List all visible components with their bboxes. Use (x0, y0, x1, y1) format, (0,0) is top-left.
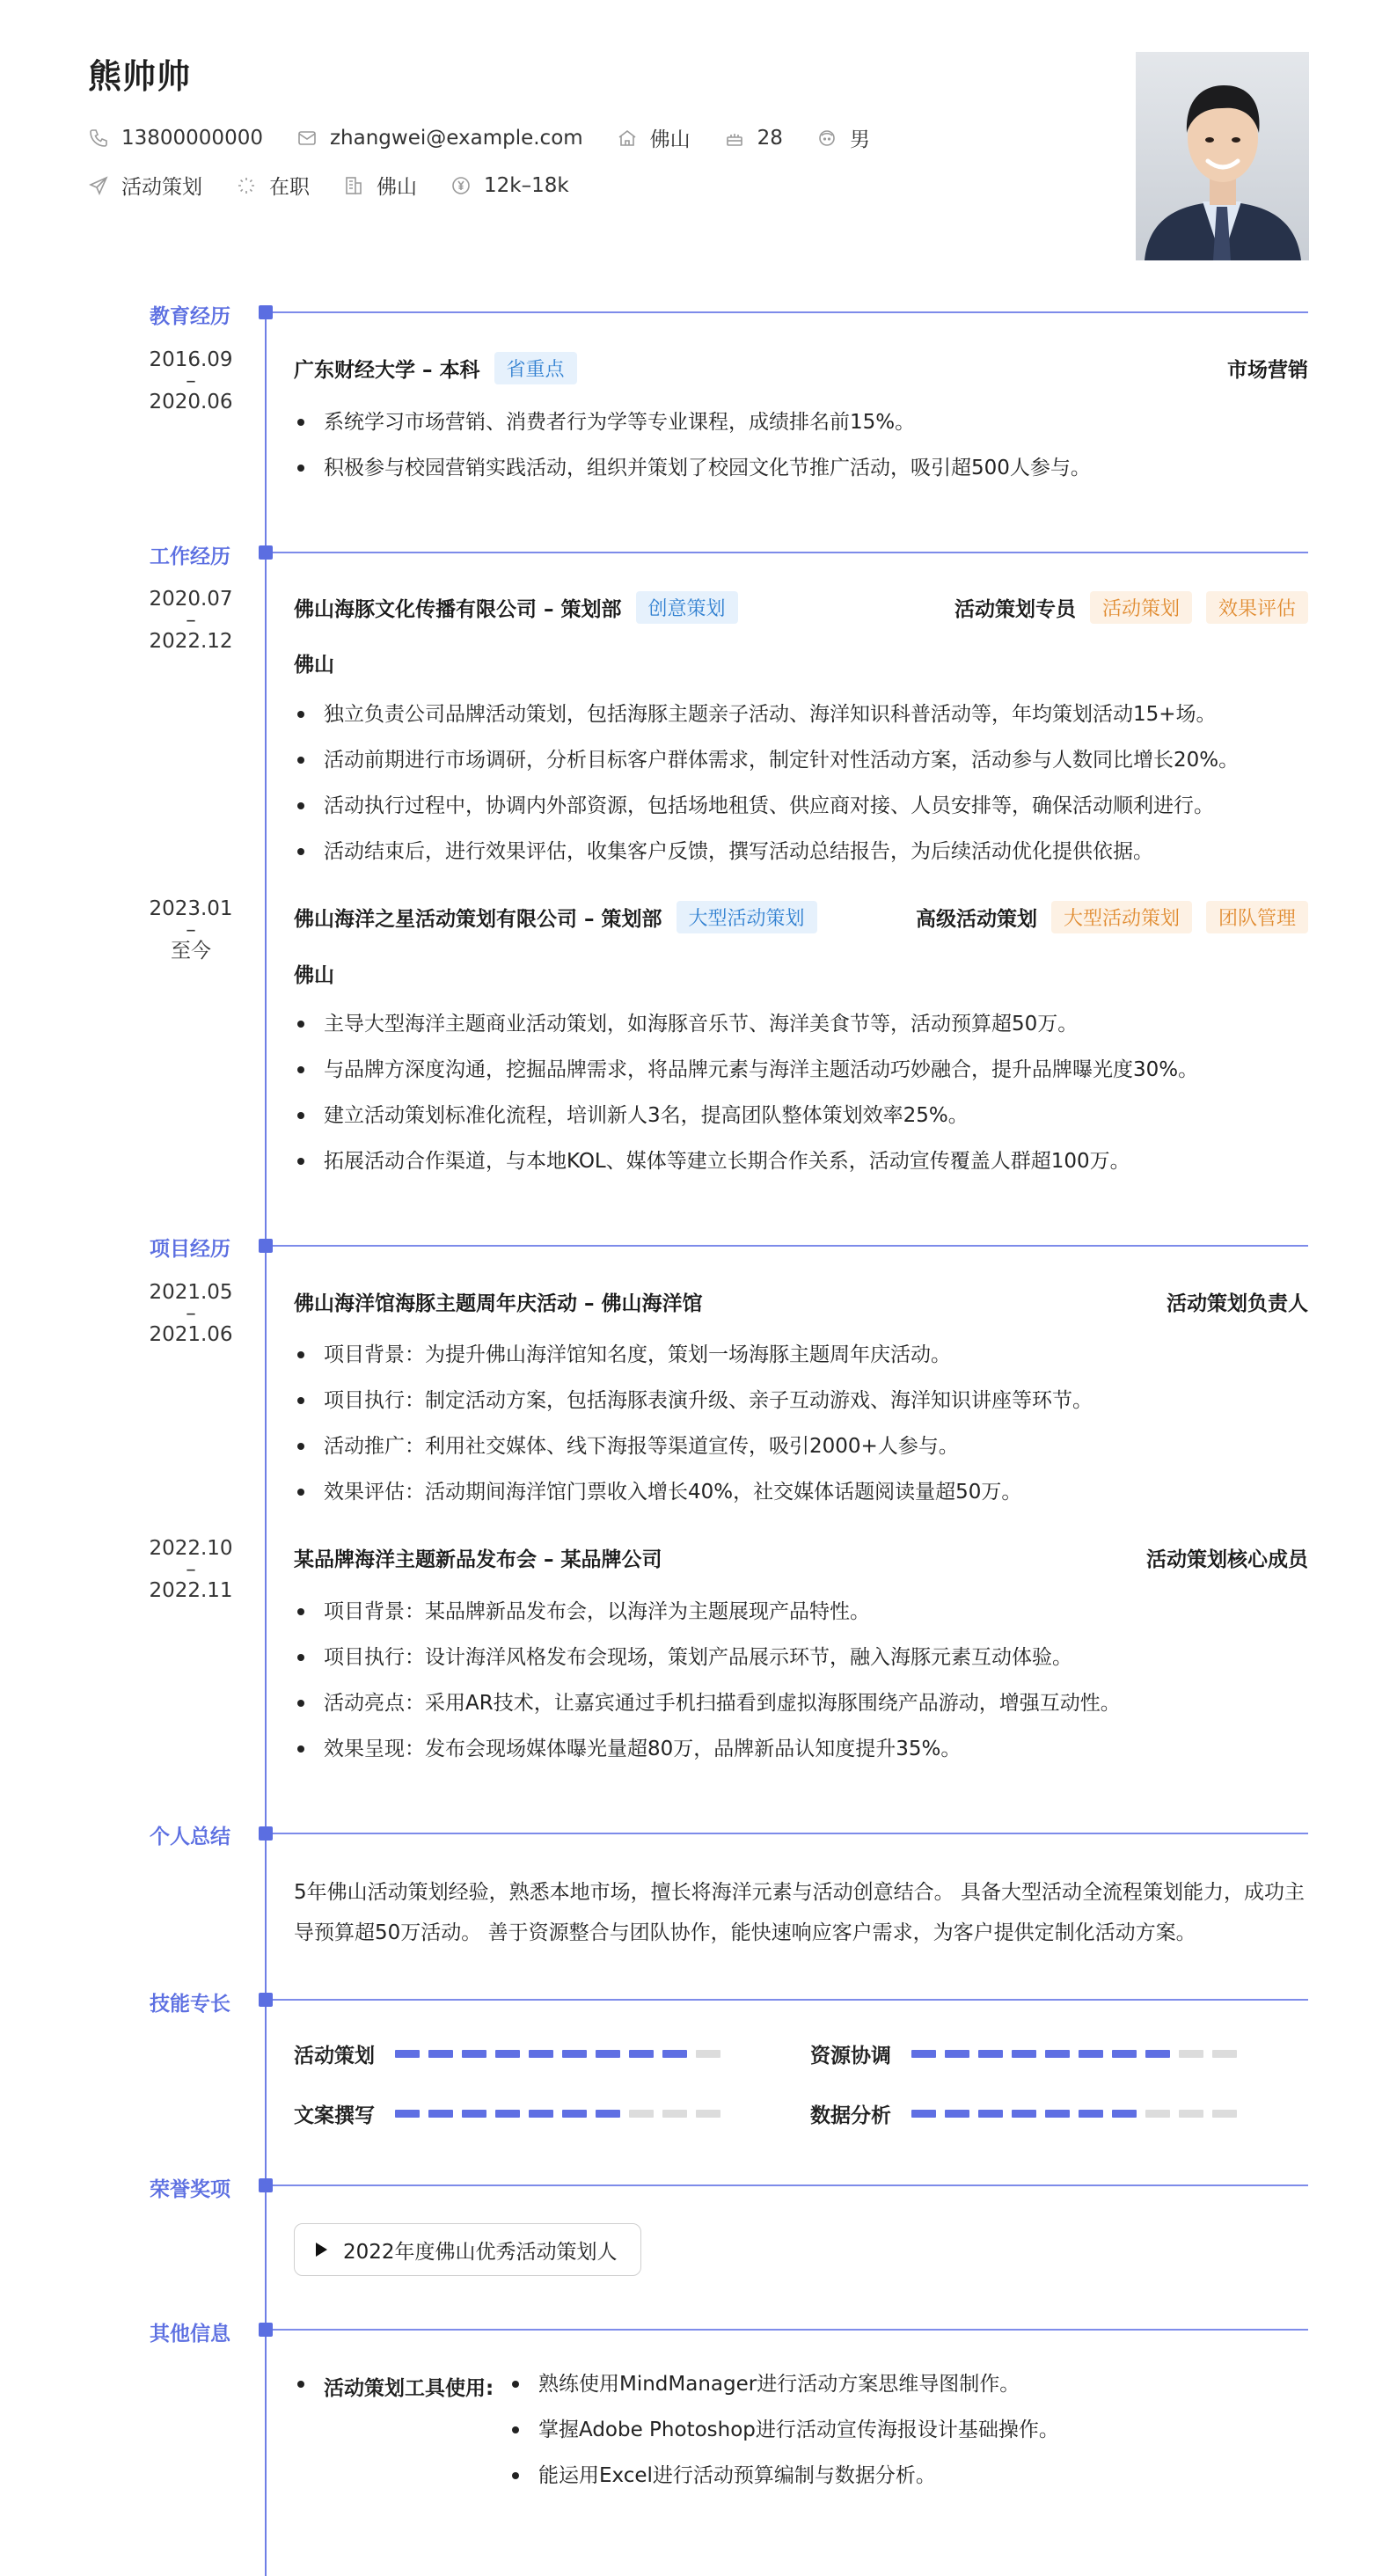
skill-segment-filled (462, 2050, 486, 2058)
role-tag: 效果评估 (1206, 591, 1308, 624)
list-item: 效果评估：活动期间海洋馆门票收入增长40%，社交媒体话题阅读量超50万。 (294, 1480, 1093, 1526)
list-item: 效果呈现：发布会现场媒体曝光量超80万，品牌新品认知度提升35%。 (294, 1737, 1121, 1782)
section-marker (259, 545, 273, 560)
skill-item (294, 2099, 729, 2128)
work-date: 2020.07 – 2022.12 (149, 588, 233, 653)
company-name: 佛山海洋之星活动策划有限公司 – 策划部 (294, 907, 662, 931)
location-item (617, 123, 691, 152)
building-icon (343, 175, 364, 196)
project-bullets (294, 1343, 1093, 1526)
skill-item (810, 2099, 1246, 2128)
education-date: 2016.09 – 2020.06 (149, 348, 233, 413)
phone-text: 13800000000 (121, 126, 263, 150)
city-item (343, 171, 417, 200)
section-marker (259, 1239, 273, 1253)
skill-name: 活动策划 (294, 2045, 375, 2067)
project-role: 活动策划核心成员 (1146, 1548, 1308, 1571)
skill-segment-filled (1045, 2110, 1070, 2118)
timeline-line (265, 311, 267, 2576)
list-item: 熟练使用MindManager进行活动方案思维导图制作。 (508, 2372, 1059, 2418)
list-item: 活动执行过程中，协调内外部资源，包括场地租赁、供应商对接、人员安排等，确保活动顺利进行。 (294, 794, 1239, 839)
skill-segment-empty (696, 2050, 720, 2058)
tools-label: 活动策划工具使用: (294, 2372, 494, 2401)
contact-row (88, 123, 903, 152)
mail-icon (296, 128, 318, 149)
skill-segment-filled (911, 2110, 936, 2118)
send-icon (88, 175, 109, 196)
education-bullets (294, 410, 1091, 501)
list-item: 活动推广：利用社交媒体、线下海报等渠道宣传，吸引2000+人参与。 (294, 1434, 1093, 1480)
summary-text: 5年佛山活动策划经验，熟悉本地市场，擅长将海洋元素与活动创意结合。 具备大型活动全流程策划能力，成功主导预算超50万活动。 善于资源整合与团队协作，能快速响应客户需求，为客户提供定制化活动方案。 (294, 1881, 1305, 1944)
skill-segment-empty (1145, 2110, 1170, 2118)
skill-segment-empty (696, 2110, 720, 2118)
phone-icon (88, 128, 109, 149)
work-bullets (294, 702, 1239, 885)
skill-segment-filled (1012, 2110, 1036, 2118)
skill-segment-filled (529, 2110, 553, 2118)
skill-segment-filled (1112, 2110, 1137, 2118)
list-item: 建立活动策划标准化流程，培训新人3名，提高团队整体策划效率25%。 (294, 1103, 1198, 1149)
skill-item (810, 2039, 1246, 2068)
intent-row (88, 171, 603, 200)
project-name: 某品牌海洋主题新品发布会 – 某品牌公司 (294, 1548, 662, 1571)
skill-segment-empty (1212, 2050, 1237, 2058)
list-item: 活动前期进行市场调研，分析目标客户群体需求，制定针对性活动方案，活动参与人数同比增长20%。 (294, 748, 1239, 794)
gender-item (816, 123, 870, 152)
section-title-awards: 荣誉奖项 (150, 2178, 230, 2201)
gender-text: 男 (849, 128, 870, 151)
play-triangle-icon (316, 2243, 327, 2257)
home-icon (617, 128, 638, 149)
portrait-image (1136, 52, 1309, 260)
job-intent-item (88, 171, 202, 200)
list-item: 项目背景：某品牌新品发布会，以海洋为主题展现产品特性。 (294, 1599, 1121, 1645)
list-item: 主导大型海洋主题商业活动策划，如海豚音乐节、海洋美食节等，活动预算超50万。 (294, 1012, 1198, 1057)
role-tag: 团队管理 (1206, 901, 1308, 933)
section-title-summary: 个人总结 (150, 1826, 230, 1848)
section-title-education: 教育经历 (150, 305, 230, 328)
candidate-name: 熊帅帅 (88, 57, 192, 96)
list-item: 项目背景：为提升佛山海洋馆知名度，策划一场海豚主题周年庆活动。 (294, 1343, 1093, 1388)
work-bullets (294, 1012, 1198, 1195)
skill-name: 资源协调 (810, 2045, 891, 2067)
skill-segment-filled (529, 2050, 553, 2058)
project-header (294, 1541, 1308, 1573)
skill-segment-filled (945, 2110, 969, 2118)
skill-segment-filled (562, 2050, 587, 2058)
work-city: 佛山 (294, 964, 334, 987)
skill-segment-empty (1179, 2050, 1203, 2058)
section-divider (273, 1833, 1308, 1834)
skill-segment-filled (1112, 2050, 1137, 2058)
skill-segment-filled (978, 2110, 1003, 2118)
section-title-other: 其他信息 (150, 2323, 230, 2345)
section-divider (273, 1999, 1308, 2001)
list-item: 项目执行：制定活动方案，包括海豚表演升级、亲子互动游戏、海洋知识讲座等环节。 (294, 1388, 1093, 1434)
email-item (296, 127, 583, 150)
project-date: 2022.10 – 2022.11 (149, 1537, 233, 1602)
project-name: 佛山海洋馆海豚主题周年庆活动 – 佛山海洋馆 (294, 1292, 703, 1315)
skill-segment-filled (428, 2050, 453, 2058)
project-bullets (294, 1599, 1121, 1782)
phone-item (88, 127, 263, 150)
role-tag: 大型活动策划 (1051, 901, 1192, 933)
skill-segment-filled (1079, 2050, 1103, 2058)
skill-segment-filled (629, 2050, 654, 2058)
company-tag: 创意策划 (636, 591, 738, 624)
skill-name: 数据分析 (810, 2104, 891, 2127)
section-marker (259, 1826, 273, 1841)
skill-segment-empty (1179, 2110, 1203, 2118)
work-date: 2023.01 – 至今 (149, 897, 233, 962)
section-divider (273, 1245, 1308, 1247)
section-marker (259, 2178, 273, 2192)
skill-level-bar (395, 2110, 729, 2118)
status-text: 在职 (269, 176, 310, 199)
skill-segment-filled (1012, 2050, 1036, 2058)
section-divider (273, 311, 1308, 313)
skill-segment-filled (395, 2050, 420, 2058)
tools-list (508, 2372, 1059, 2509)
section-marker (259, 305, 273, 319)
skill-segment-filled (562, 2110, 587, 2118)
section-marker (259, 2323, 273, 2337)
list-item: 活动结束后，进行效果评估，收集客户反馈，撰写活动总结报告，为后续活动优化提供依据。 (294, 839, 1239, 885)
skill-segment-filled (1079, 2110, 1103, 2118)
email-text: zhangwei@example.com (329, 126, 583, 150)
section-divider (273, 2329, 1308, 2331)
work-city: 佛山 (294, 654, 334, 677)
section-title-work: 工作经历 (150, 545, 230, 568)
major: 市场营销 (1227, 358, 1308, 382)
project-header (294, 1285, 1308, 1317)
skill-segment-empty (629, 2110, 654, 2118)
skill-name: 文案撰写 (294, 2104, 375, 2127)
job-role: 活动策划专员 (954, 597, 1076, 621)
city-text: 佛山 (377, 176, 417, 199)
company-tag: 大型活动策划 (677, 901, 817, 933)
award-item (294, 2223, 641, 2276)
job-intent-text: 活动策划 (121, 176, 202, 199)
skill-segment-filled (1145, 2050, 1170, 2058)
cake-icon (724, 128, 745, 149)
gender-icon (816, 128, 837, 149)
skill-segment-filled (596, 2050, 620, 2058)
role-tag: 活动策划 (1090, 591, 1192, 624)
list-item: 与品牌方深度沟通，挖掘品牌需求，将品牌元素与海洋主题活动巧妙融合，提升品牌曝光度30%。 (294, 1057, 1198, 1103)
skill-segment-filled (395, 2110, 420, 2118)
skill-segment-filled (495, 2110, 520, 2118)
status-item (236, 171, 310, 200)
profile-photo (1136, 52, 1309, 260)
list-item: 活动亮点：采用AR技术，让嘉宾通过手机扫描看到虚拟海豚围绕产品游动，增强互动性。 (294, 1691, 1121, 1737)
list-item: 项目执行：设计海洋风格发布会现场，策划产品展示环节，融入海豚元素互动体验。 (294, 1645, 1121, 1691)
section-marker (259, 1993, 273, 2007)
section-divider (273, 2184, 1308, 2186)
school-name: 广东财经大学 – 本科 (294, 358, 480, 382)
list-item: 拓展活动合作渠道，与本地KOL、媒体等建立长期合作关系，活动宣传覆盖人群超100万。 (294, 1149, 1198, 1195)
salary-item (450, 174, 569, 197)
skill-segment-filled (945, 2050, 969, 2058)
project-role: 活动策划负责人 (1167, 1292, 1308, 1315)
list-item: 系统学习市场营销、消费者行为学等专业课程，成绩排名前15%。 (294, 410, 1091, 456)
skill-item (294, 2039, 729, 2068)
skill-level-bar (911, 2110, 1246, 2118)
award-text: 2022年度佛山优秀活动策划人 (343, 2240, 618, 2264)
skill-segment-filled (596, 2110, 620, 2118)
skill-segment-filled (911, 2050, 936, 2058)
work-header (294, 591, 1308, 623)
skill-segment-filled (462, 2110, 486, 2118)
job-role: 高级活动策划 (915, 907, 1037, 931)
skill-segment-filled (495, 2050, 520, 2058)
education-header (294, 352, 1308, 384)
section-title-project: 项目经历 (150, 1238, 230, 1261)
yen-icon (450, 175, 472, 196)
skill-segment-filled (978, 2050, 1003, 2058)
skill-segment-empty (662, 2110, 687, 2118)
sync-icon (236, 175, 257, 196)
location-text: 佛山 (649, 128, 691, 151)
project-date: 2021.05 – 2021.06 (149, 1281, 233, 1346)
list-item: 能运用Excel进行活动预算编制与数据分析。 (508, 2463, 1059, 2509)
school-tag: 省重点 (494, 352, 577, 384)
skill-level-bar (911, 2050, 1246, 2058)
skill-segment-filled (662, 2050, 687, 2058)
section-divider (273, 552, 1308, 553)
age-item (724, 127, 783, 150)
section-title-skills: 技能专长 (150, 1993, 230, 2016)
salary-text: 12k–18k (484, 173, 569, 197)
skill-segment-filled (428, 2110, 453, 2118)
list-item: 独立负责公司品牌活动策划，包括海豚主题亲子活动、海洋知识科普活动等，年均策划活动15+场。 (294, 702, 1239, 748)
skill-level-bar (395, 2050, 729, 2058)
company-name: 佛山海豚文化传播有限公司 – 策划部 (294, 597, 622, 621)
list-item: 积极参与校园营销实践活动，组织并策划了校园文化节推广活动，吸引超500人参与。 (294, 456, 1091, 501)
list-item: 掌握Adobe Photoshop进行活动宣传海报设计基础操作。 (508, 2418, 1059, 2463)
skill-segment-filled (1045, 2050, 1070, 2058)
skill-segment-empty (1212, 2110, 1237, 2118)
work-header (294, 901, 1308, 933)
age-text: 28 (757, 126, 783, 150)
